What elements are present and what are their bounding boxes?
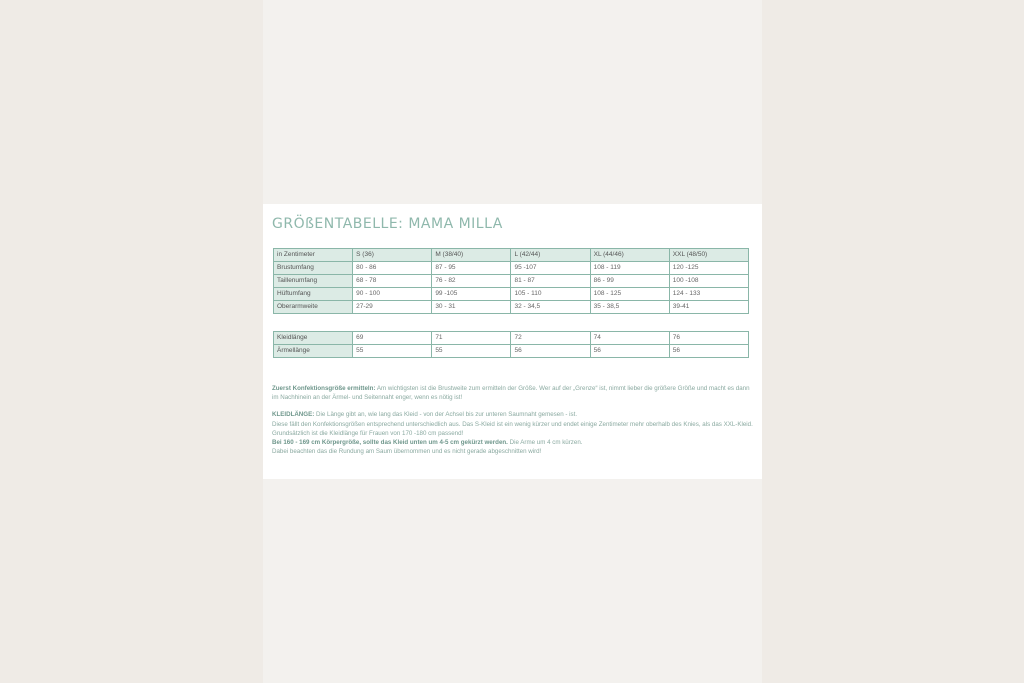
table-cell: 81 - 87 [511,275,590,288]
size-chart-image [263,204,762,479]
column-header: S (36) [353,249,432,262]
table-cell: 56 [590,345,669,358]
table-cell: 56 [511,345,590,358]
table-header-row [274,249,749,262]
length-table [273,331,749,358]
table-cell: 30 - 31 [432,301,511,314]
table-cell: 80 - 86 [353,262,432,275]
table-cell: 76 - 82 [432,275,511,288]
table-cell: 86 - 99 [590,275,669,288]
table-cell: 100 -108 [669,275,748,288]
table-cell: 68 - 78 [353,275,432,288]
table-cell: 35 - 38,5 [590,301,669,314]
table-cell: 95 -107 [511,262,590,275]
table-cell: 55 [353,345,432,358]
note-size-selection [272,384,756,402]
notes [272,384,756,464]
table-cell: 120 -125 [669,262,748,275]
table-row [274,275,749,288]
table-cell: 108 - 119 [590,262,669,275]
table-cell: 27-29 [353,301,432,314]
table-row [274,262,749,275]
note-text: Am wichtigsten ist die Brustweite zum ermitteln der Größe. Wer auf der „Grenze“ ist, nimmt lieber die größere Größe und macht es dann im Nachhinein an der Ärmel- und Seitennaht enger, wenn es nötig ist! [272,385,750,402]
table-cell: 108 - 125 [590,288,669,301]
table-row [274,345,749,358]
table-cell: 99 -105 [432,288,511,301]
note-dress-length [272,410,756,456]
note-text: Die Länge gibt an, wie lang das Kleid - von der Achsel bis zur unteren Saumnaht gemesen - ist. [314,411,578,419]
note-text: Dabei beachten das die Rundung am Saum übernommen und es nicht gerade abgeschnitten wird! [272,448,542,456]
column-header: L (42/44) [511,249,590,262]
column-header: M (38/40) [432,249,511,262]
table-cell: 105 - 110 [511,288,590,301]
table-cell: 76 [669,332,748,345]
table-row [274,288,749,301]
table-cell: 124 - 133 [669,288,748,301]
table-cell: 87 - 95 [432,262,511,275]
table-cell: 71 [432,332,511,345]
row-label: Brustumfang [274,262,353,275]
row-label: Kleidlänge [274,332,353,345]
table-row [274,301,749,314]
note-heading: Zuerst Konfektionsgröße ermitteln: [272,385,376,392]
note-text: Diese fällt den Konfektionsgrößen entsprechend unterschiedlich aus. Das S-Kleid ist ein wenig kürzer und endet einige Zentimeter mehr oberhalb des Knies, als das XXL-Kleid. Grundsätzlich ist die Kleidlänge für Frauen von 170 -180 cm passend! [272,420,753,437]
table-cell: 90 - 100 [353,288,432,301]
table-cell: 32 - 34,5 [511,301,590,314]
page-title: GRÖßENTABELLE: MAMA MILLA [272,216,503,232]
note-emphasis: Bei 160 - 169 cm Körpergröße, sollte das Kleid unten um 4-5 cm gekürzt werden. [272,439,508,447]
table-cell: 56 [669,345,748,358]
row-label: Oberarmweite [274,301,353,314]
column-header: XXL (48/50) [669,249,748,262]
size-table [273,248,749,314]
table-cell: 69 [353,332,432,345]
row-label: Taillenumfang [274,275,353,288]
table-cell: 74 [590,332,669,345]
table-cell: 72 [511,332,590,345]
note-heading: KLEIDLÄNGE: [272,411,315,419]
column-header: in Zentimeter [274,249,353,262]
note-text: Die Arme um 4 cm kürzen. [507,439,583,447]
table-cell: 55 [432,345,511,358]
table-cell: 39-41 [669,301,748,314]
row-label: Ärmellänge [274,345,353,358]
table-row [274,332,749,345]
column-header: XL (44/46) [590,249,669,262]
row-label: Hüftumfang [274,288,353,301]
